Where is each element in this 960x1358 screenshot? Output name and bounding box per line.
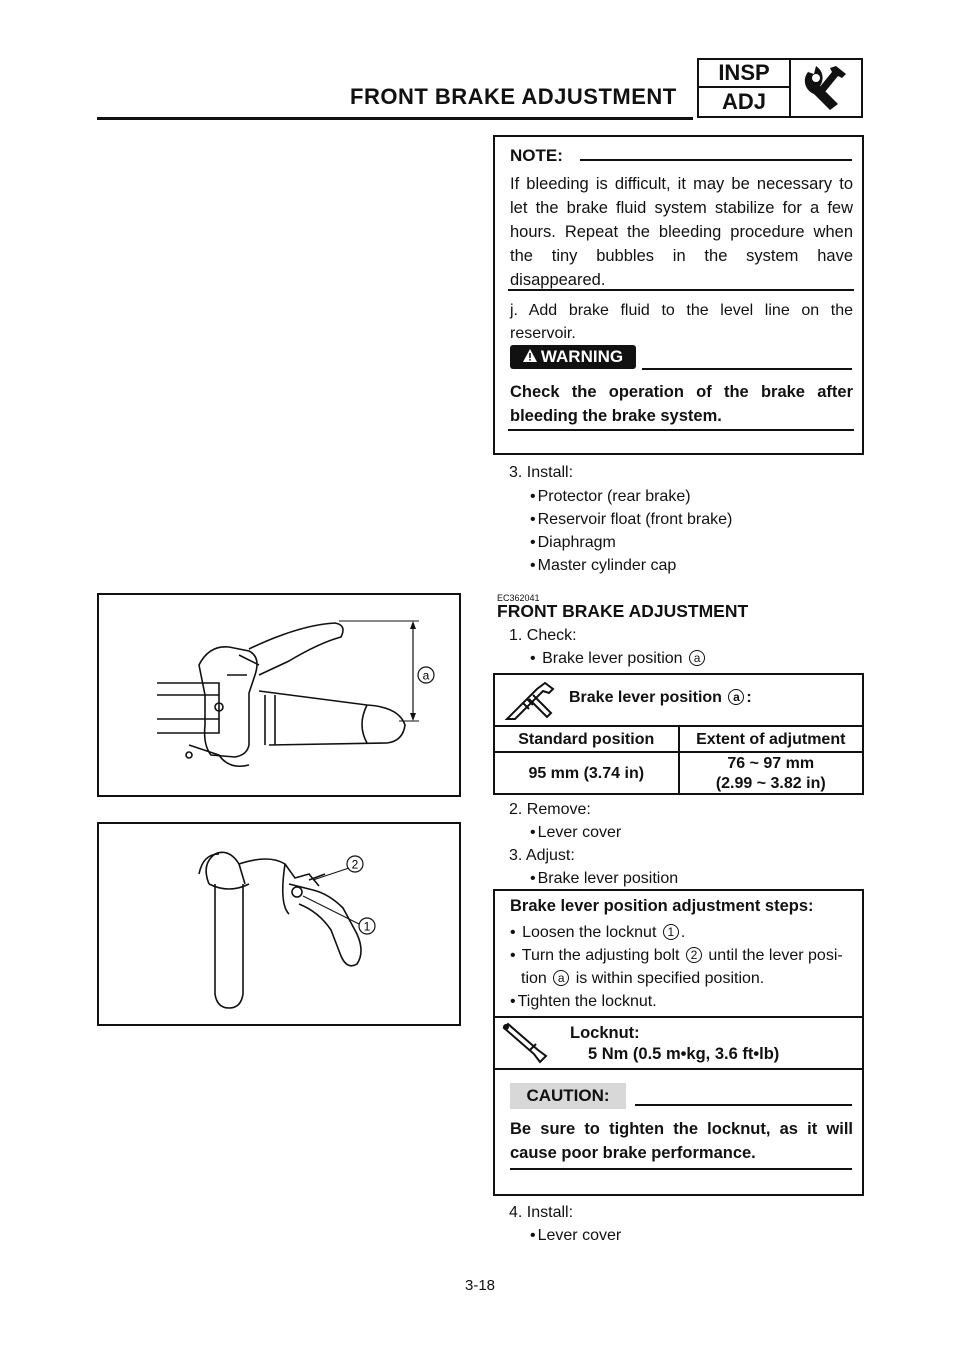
spec-value-extent-in: (2.99 ~ 3.82 in) — [715, 775, 826, 792]
figure-adjusting-bolt — [97, 822, 461, 1026]
step-1-end: . — [680, 924, 686, 941]
spec-table — [493, 673, 864, 795]
caution-end-rule — [510, 1168, 852, 1170]
install1-item: • Diaphragm — [530, 531, 616, 554]
spec-header-row — [495, 725, 862, 753]
step-item — [510, 921, 685, 944]
install1-item: • Protector (rear brake) — [530, 485, 691, 508]
warning-end-rule — [508, 429, 854, 431]
warning-text: Check the operation of the brake after bleeding the brake system. — [510, 383, 853, 425]
ref-a-marker: a — [553, 970, 569, 986]
badge-insp: INSP — [699, 60, 791, 88]
note-text: If bleeding is difficult, it may be necessary to let the brake fluid system stabilize for a few hours. Repeat the bleeding procedure when the tiny bubbles in the system have disappeared. — [510, 175, 853, 289]
install1-item: • Reservoir float (front brake) — [530, 508, 732, 531]
ref-1-marker: 1 — [663, 924, 679, 940]
badge-adj: ADJ — [699, 88, 791, 116]
steps-title: Brake lever position adjustment steps: — [510, 897, 814, 915]
spec-value-extent — [680, 753, 863, 795]
section-badge — [697, 58, 863, 118]
page-title: FRONT BRAKE ADJUSTMENT — [350, 84, 677, 109]
torque-wrench-icon — [500, 1022, 556, 1066]
spec-value-row — [495, 751, 862, 795]
install2-title: 4. Install: — [509, 1204, 574, 1221]
adjust-item: • Brake lever position — [530, 867, 678, 890]
section-code: EC362041 — [497, 593, 540, 603]
step-2-text-d: is within specified position. — [575, 970, 765, 987]
header-rule — [97, 117, 693, 120]
adjust-title: 3. Adjust: — [509, 847, 575, 864]
caliper-gauge-icon — [503, 679, 559, 725]
note-rule — [580, 159, 852, 161]
spec-title-text: Brake lever position — [569, 689, 722, 706]
page-number: 3-18 — [464, 1277, 496, 1294]
figure-lever-position — [97, 593, 461, 797]
install2-item: • Lever cover — [530, 1224, 621, 1247]
install1-item: • Master cylinder cap — [530, 554, 676, 577]
callout-2: 2 — [351, 857, 359, 872]
spec-title — [569, 689, 752, 707]
torque-value: 5 Nm (0.5 m•kg, 3.6 ft•lb) — [588, 1045, 780, 1063]
ref-2-marker: 2 — [686, 947, 702, 963]
leader-2 — [313, 868, 349, 880]
warning-rule — [642, 368, 852, 370]
check-title: 1. Check: — [509, 627, 577, 644]
spec-value-standard: 95 mm (3.74 in) — [495, 753, 680, 795]
ref-a-marker: a — [689, 650, 705, 666]
torque-bottom-rule — [493, 1068, 864, 1070]
callout-1: 1 — [363, 919, 371, 934]
spec-col-standard: Standard position — [495, 727, 680, 753]
install1-title: 3. Install: — [509, 464, 574, 481]
note-end-rule — [508, 289, 854, 291]
remove-item: • Lever cover — [530, 821, 621, 844]
adjuster-illustration — [99, 824, 459, 1024]
step-item — [510, 944, 843, 967]
callout-a: a — [422, 668, 430, 683]
caution-rule — [635, 1104, 852, 1106]
step-2-text: Turn the adjusting bolt — [521, 947, 680, 964]
step-j — [510, 299, 853, 345]
step-j-text: j. Add brake fluid to the level line on the reservoir. — [510, 302, 853, 342]
caution-text: Be sure to tighten the locknut, as it will cause poor brake performance. — [510, 1120, 853, 1162]
warning-label: WARNING — [540, 347, 624, 366]
remove-title: 2. Remove: — [509, 801, 591, 818]
check-item — [530, 647, 707, 670]
spec-value-extent-mm: 76 ~ 97 mm — [727, 755, 815, 772]
step-2-text-c: tion — [521, 970, 547, 987]
check-item-text: Brake lever position — [542, 650, 683, 667]
note-label: NOTE: — [510, 146, 563, 165]
warning-icon — [523, 347, 537, 367]
section-title: FRONT BRAKE ADJUSTMENT — [497, 601, 749, 621]
step-2-text-b: until the lever posi- — [708, 947, 843, 964]
lever-illustration — [99, 595, 459, 795]
caution-badge: CAUTION: — [510, 1083, 626, 1109]
step-item-cont — [521, 967, 764, 990]
wrench-screwdriver-icon — [791, 60, 861, 116]
step-item: • Tighten the locknut. — [510, 990, 657, 1013]
torque-top-rule — [493, 1016, 864, 1018]
spec-col-extent: Extent of adjutment — [696, 731, 846, 748]
step-1-text: Loosen the locknut — [522, 924, 657, 941]
warning-badge — [510, 345, 636, 369]
spec-title-suffix: : — [746, 689, 752, 706]
ref-a-marker: a — [728, 689, 744, 705]
torque-label: Locknut: — [570, 1024, 640, 1042]
